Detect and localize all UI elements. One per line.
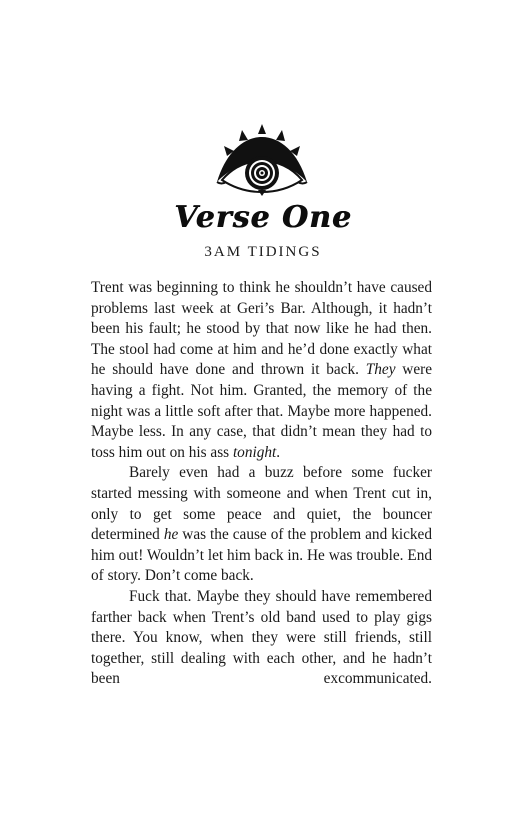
paragraph (91, 587, 432, 690)
all-seeing-eye-icon (214, 122, 310, 196)
italic-text: he (163, 526, 179, 544)
chapter-subtitle: 3AM TIDINGS (204, 244, 322, 260)
text-run: Trent was beginning to think he shouldn’t have caused problems last week at Geri’s Bar. Although, it hadn’t been his fault; he stood by that now like he had then. The stool had come at him and he’d done exactly what he should have done and thrown it back. (91, 279, 432, 379)
text-run: was the cause of the problem and kicked him out! Wouldn’t let him back in. He was trouble. End of story. Don’t come back. (91, 526, 432, 585)
chapter-title: Verse One (174, 200, 352, 235)
text-run: Fuck that. Maybe they should have remembered farther back when Trent’s old band used to play gigs there. You know, when they were still friends, still together, still dealing with each other, and he hadn’t been excommunicated. (91, 587, 432, 688)
text-run: . (276, 443, 281, 461)
paragraph (91, 278, 432, 463)
text-run: Barely even had a buzz before some fucker started messing with someone and when Trent cut in, only to get some peace and quiet, the bouncer determined (91, 464, 432, 544)
paragraph (91, 463, 432, 587)
chapter-body (91, 278, 432, 690)
italic-text: They (365, 361, 396, 379)
text-run: were having a fight. Not him. Granted, the memory of the night was a little soft after that. Maybe more happened. Maybe less. In any case, that didn’t mean they had to toss him out on his ass (91, 361, 433, 461)
italic-text: tonight (232, 443, 277, 461)
